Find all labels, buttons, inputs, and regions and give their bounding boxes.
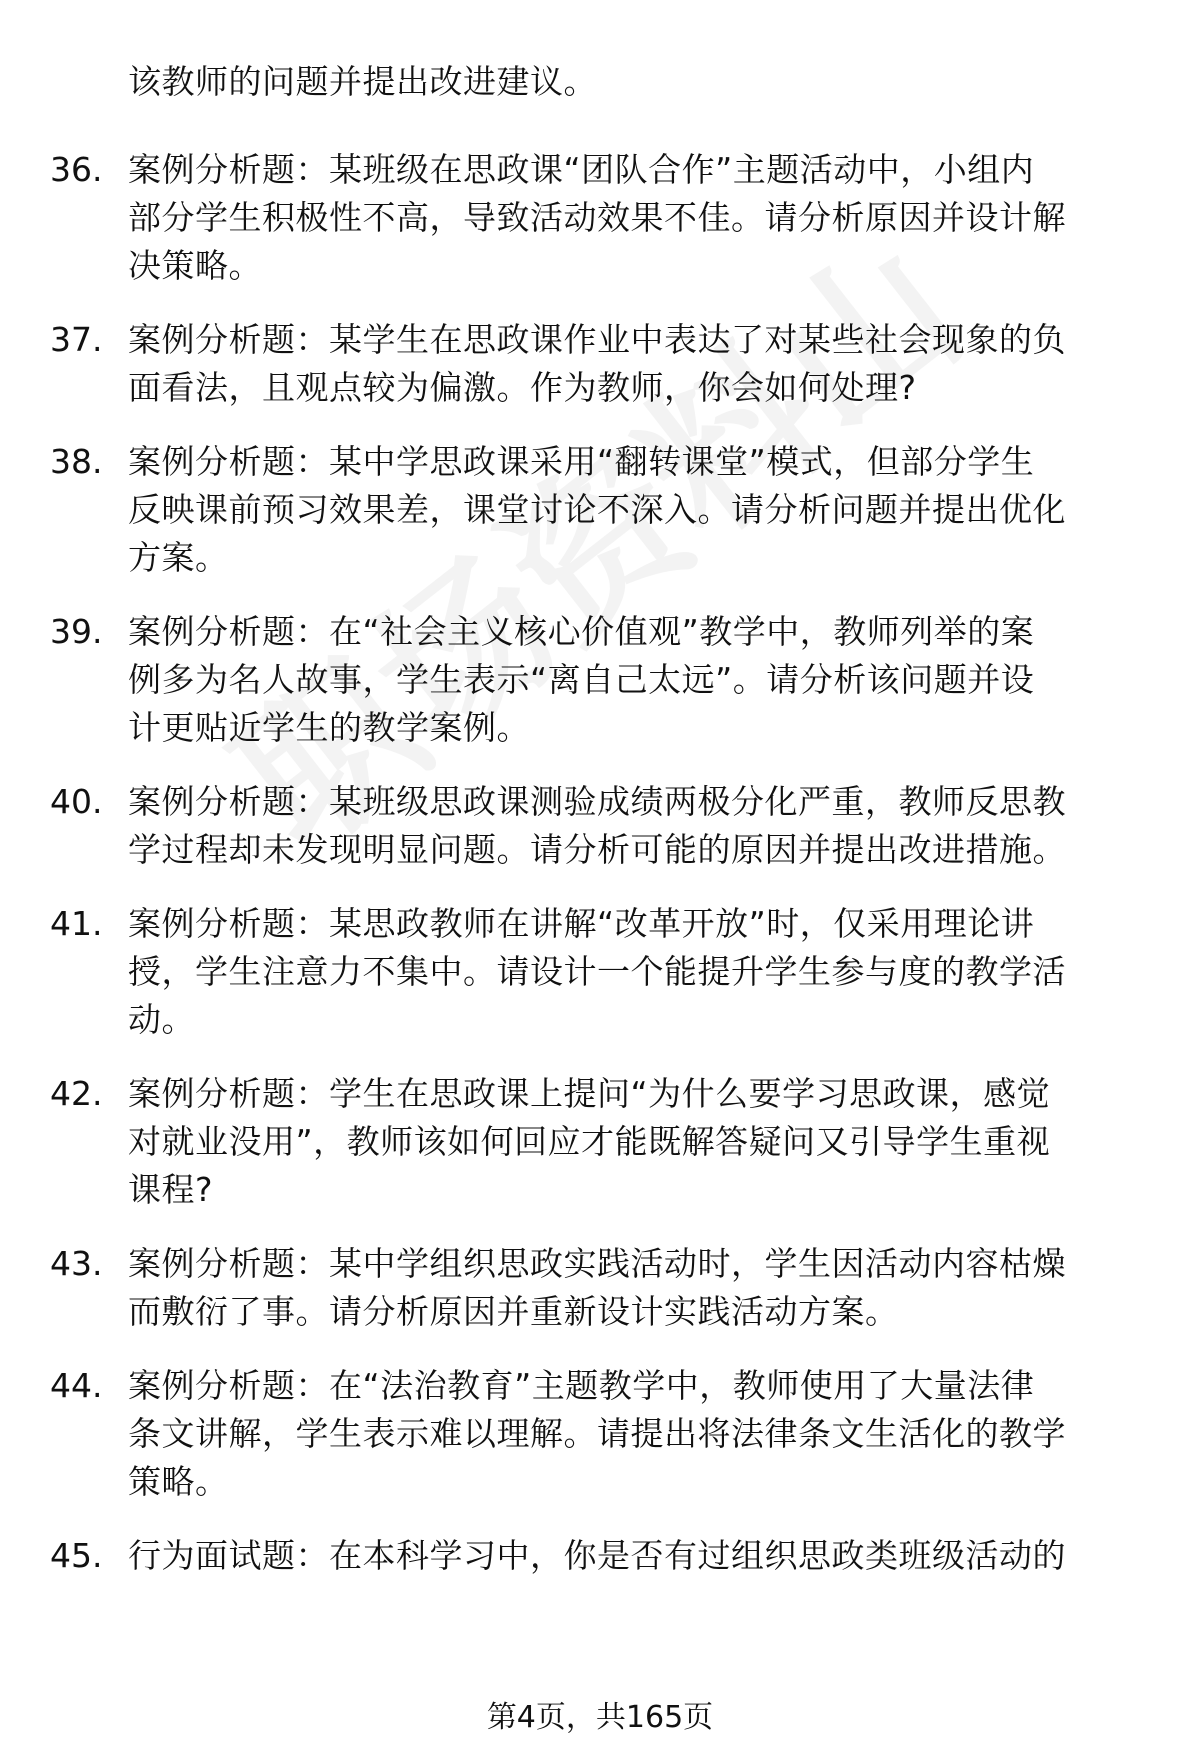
question-item <box>0 1532 1200 1580</box>
question-text-line: 策略。 <box>128 1462 229 1501</box>
question-item <box>0 146 1200 290</box>
question-item <box>0 1070 1200 1214</box>
question-text <box>128 778 1140 874</box>
question-text <box>128 438 1140 582</box>
question-text-line: 行为面试题：在本科学习中，你是否有过组织思政类班级活动的 <box>128 1536 1066 1575</box>
question-item <box>0 778 1200 874</box>
continuation-text: 该教师的问题并提出改进建议。 <box>128 62 597 101</box>
question-text-line: 课程? <box>128 1170 214 1209</box>
question-item <box>0 438 1200 582</box>
question-number: 42. <box>50 1074 103 1113</box>
question-list <box>0 146 1200 1606</box>
question-number: 38. <box>50 442 103 481</box>
question-text-line: 授，学生注意力不集中。请设计一个能提升学生参与度的教学活 <box>128 952 1066 991</box>
question-item <box>0 316 1200 412</box>
question-text-line: 案例分析题：某学生在思政课作业中表达了对某些社会现象的负 <box>128 320 1066 359</box>
question-text <box>128 1532 1140 1580</box>
question-number: 41. <box>50 904 103 943</box>
question-item <box>0 900 1200 1044</box>
question-text-line: 案例分析题：某思政教师在讲解“改革开放”时，仅采用理论讲 <box>128 904 1035 943</box>
question-number: 43. <box>50 1244 103 1283</box>
question-text-line: 条文讲解，学生表示难以理解。请提出将法律条文生活化的教学 <box>128 1414 1066 1453</box>
question-text-line: 决策略。 <box>128 246 262 285</box>
question-text <box>128 1070 1140 1214</box>
question-text-line: 案例分析题：某中学思政课采用“翻转课堂”模式，但部分学生 <box>128 442 1035 481</box>
question-text <box>128 608 1140 752</box>
question-text-line: 面看法，且观点较为偏激。作为教师，你会如何处理? <box>128 368 917 407</box>
question-number: 37. <box>50 320 103 359</box>
question-item <box>0 1362 1200 1506</box>
question-text-line: 动。 <box>128 1000 195 1039</box>
question-text-line: 部分学生积极性不高，导致活动效果不佳。请分析原因并设计解 <box>128 198 1066 237</box>
question-text-line: 学过程却未发现明显问题。请分析可能的原因并提出改进措施。 <box>128 830 1066 869</box>
question-text <box>128 1240 1140 1336</box>
question-text-line: 对就业没用”，教师该如何回应才能既解答疑问又引导学生重视 <box>128 1122 1051 1161</box>
question-text-line: 案例分析题：在“法治教育”主题教学中，教师使用了大量法律 <box>128 1366 1035 1405</box>
question-text-line: 而敷衍了事。请分析原因并重新设计实践活动方案。 <box>128 1292 899 1331</box>
question-text <box>128 1362 1140 1506</box>
question-text-line: 案例分析题：在“社会主义核心价值观”教学中，教师列举的案 <box>128 612 1035 651</box>
page-footer: 第4页，共165页 <box>486 1700 714 1735</box>
question-text-line: 案例分析题：某班级思政课测验成绩两极分化严重，教师反思教 <box>128 782 1066 821</box>
question-text <box>128 316 1140 412</box>
question-number: 36. <box>50 150 103 189</box>
question-text <box>128 146 1140 290</box>
question-number: 44. <box>50 1366 103 1405</box>
question-text-line: 案例分析题：某班级在思政课“团队合作”主题活动中，小组内 <box>128 150 1035 189</box>
question-text-line: 案例分析题：学生在思政课上提问“为什么要学习思政课，感觉 <box>128 1074 1051 1113</box>
question-item <box>0 1240 1200 1336</box>
question-number: 40. <box>50 782 103 821</box>
question-text-line: 反映课前预习效果差，课堂讨论不深入。请分析问题并提出优化 <box>128 490 1066 529</box>
question-text <box>128 900 1140 1044</box>
question-item <box>0 608 1200 752</box>
question-text-line: 例多为名人故事，学生表示“离自己太远”。请分析该问题并设 <box>128 660 1035 699</box>
question-text-line: 计更贴近学生的教学案例。 <box>128 708 530 747</box>
question-number: 39. <box>50 612 103 651</box>
question-text-line: 案例分析题：某中学组织思政实践活动时，学生因活动内容枯燥 <box>128 1244 1066 1283</box>
question-text-line: 方案。 <box>128 538 229 577</box>
question-number: 45. <box>50 1536 103 1575</box>
